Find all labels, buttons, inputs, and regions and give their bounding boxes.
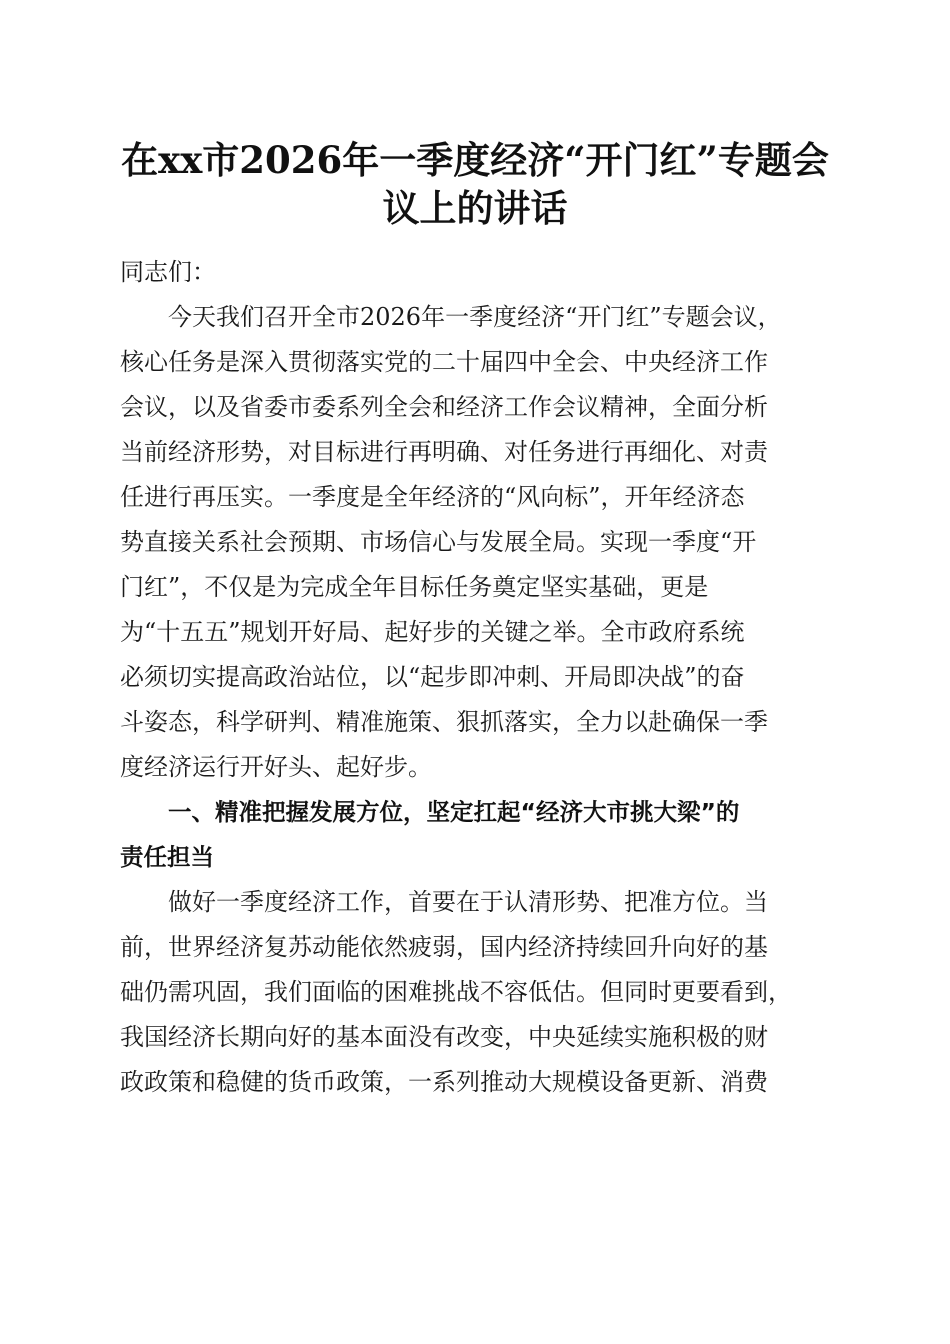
paragraph-line: 必须切实提高政治站位，以“起步即冲刺、开局即决战”的奋 — [120, 663, 745, 691]
document-title — [100, 136, 850, 232]
paragraph-intro — [120, 295, 830, 790]
section-heading-1 — [120, 790, 830, 880]
paragraph-situation — [120, 880, 830, 1105]
heading-line: 责任担当 — [120, 843, 214, 871]
title-line: 议上的讲话 — [382, 186, 568, 230]
paragraph-line: 我国经济长期向好的基本面没有改变，中央延续实施积极的财 — [120, 1023, 768, 1051]
paragraph-line: 度经济运行开好头、起好步。 — [120, 753, 432, 781]
paragraph-line: 础仍需巩固，我们面临的困难挑战不容低估。但同时更要看到， — [120, 978, 792, 1006]
paragraph-line: 为“十五五”规划开好局、起好步的关键之举。全市政府系统 — [120, 618, 745, 646]
heading-line: 一、精准把握发展方位，坚定扛起“经济大市挑大梁”的 — [168, 798, 740, 826]
salutation: 同志们： — [120, 258, 216, 286]
paragraph-line: 门红”，不仅是为完成全年目标任务奠定坚实基础，更是 — [120, 573, 709, 601]
paragraph-line: 前，世界经济复苏动能依然疲弱，国内经济持续回升向好的基 — [120, 933, 768, 961]
paragraph-line: 政政策和稳健的货币政策，一系列推动大规模设备更新、消费 — [120, 1068, 768, 1096]
paragraph-line: 会议，以及省委市委系列全会和经济工作会议精神，全面分析 — [120, 393, 768, 421]
title-line: 在xx市2026年一季度经济“开门红”专题会 — [121, 138, 829, 182]
document-body — [120, 250, 830, 1105]
paragraph-line: 势直接关系社会预期、市场信心与发展全局。实现一季度“开 — [120, 528, 757, 556]
paragraph-line: 核心任务是深入贯彻落实党的二十届四中全会、中央经济工作 — [120, 348, 768, 376]
paragraph-line: 斗姿态，科学研判、精准施策、狠抓落实，全力以赴确保一季 — [120, 708, 768, 736]
paragraph-line: 当前经济形势，对目标进行再明确、对任务进行再细化、对责 — [120, 438, 768, 466]
paragraph-line: 做好一季度经济工作，首要在于认清形势、把准方位。当 — [168, 888, 768, 916]
paragraph-line: 今天我们召开全市2026年一季度经济“开门红”专题会议， — [168, 303, 782, 331]
paragraph-line: 任进行再压实。一季度是全年经济的“风向标”，开年经济态 — [120, 483, 745, 511]
